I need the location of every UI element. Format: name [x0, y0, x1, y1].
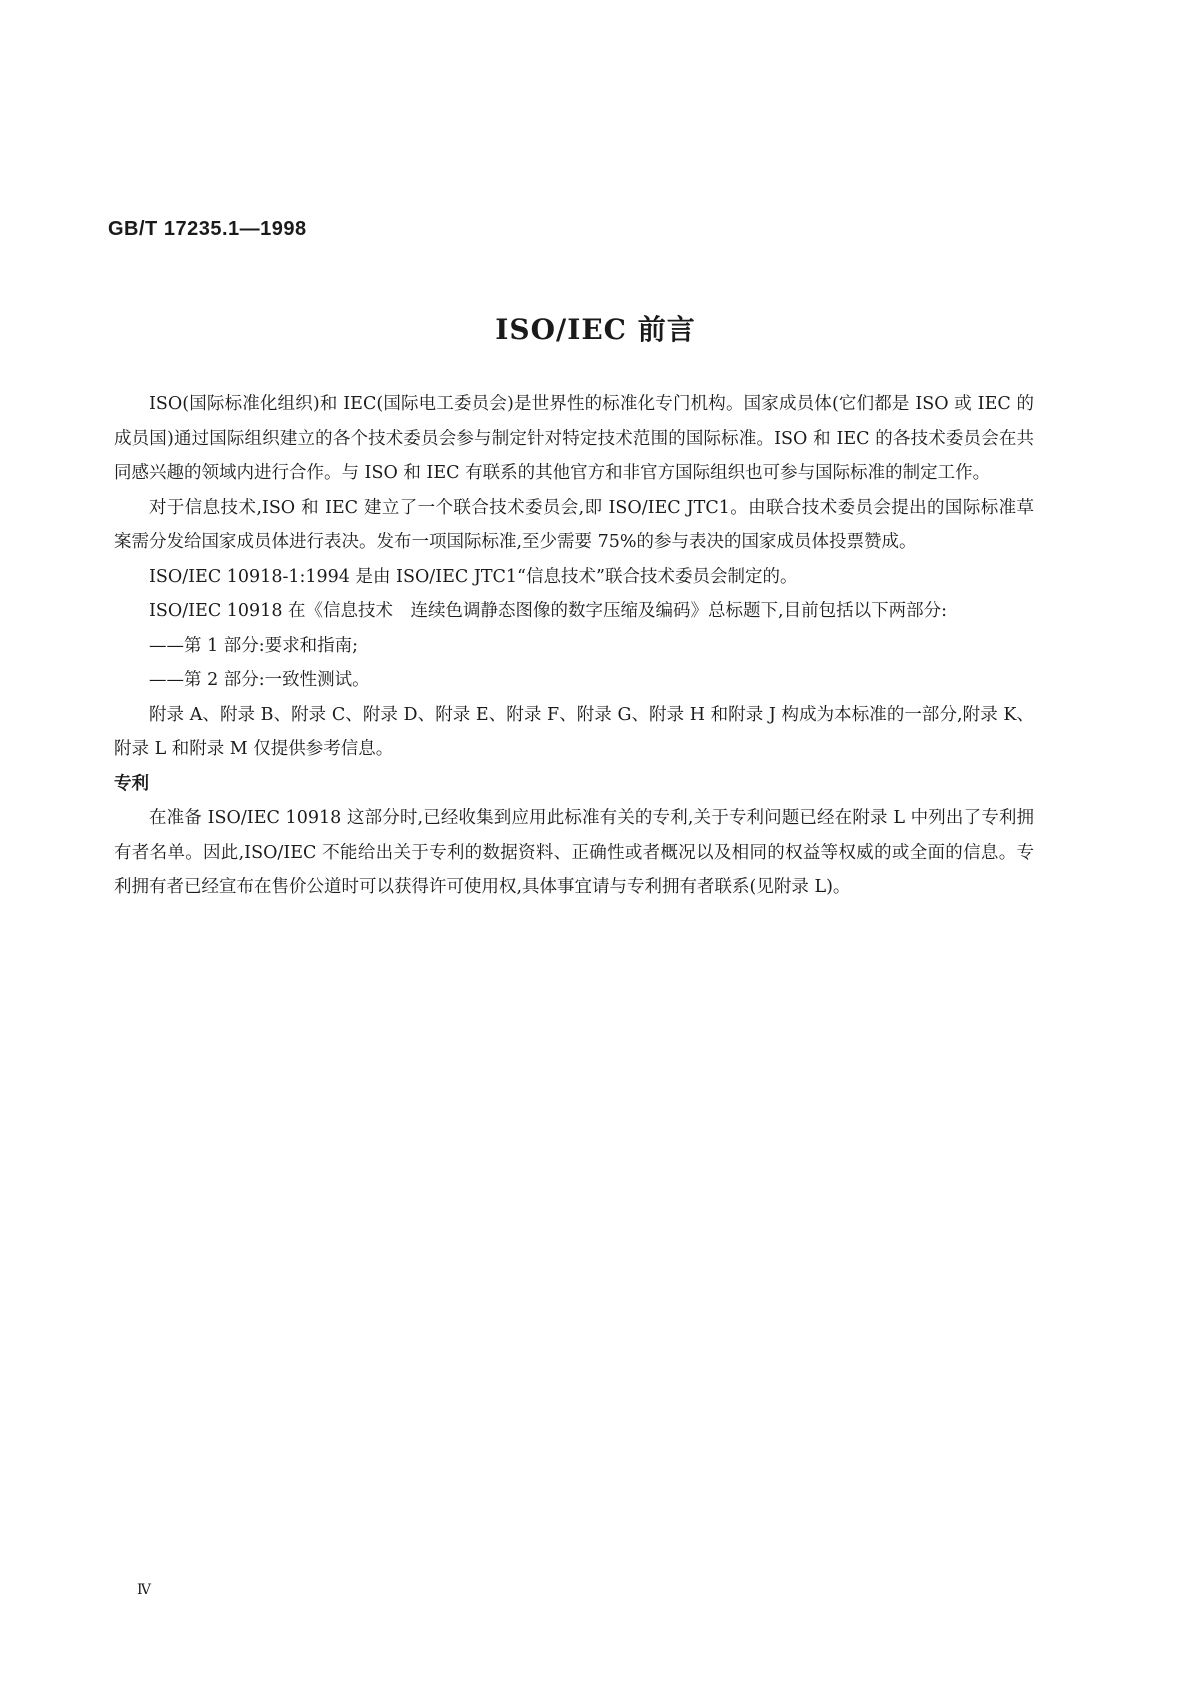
list-item-part-2: ——第 2 部分:一致性测试。 [149, 670, 370, 690]
page-title: ISO/IEC 前言 [495, 313, 696, 346]
standard-code: GB/T 17235.1—1998 [108, 218, 307, 240]
paragraph-parts: ISO/IEC 10918 在《信息技术 连续色调静态图像的数字压缩及编码》总标题下,目前包括以下两部分: [149, 601, 947, 621]
page-number: Ⅳ [137, 1582, 151, 1598]
list-item-part-1: ——第 1 部分:要求和指南; [149, 635, 359, 656]
paragraph-prepared-by: ISO/IEC 10918-1:1994 是由 ISO/IEC JTC1“信息技术”联合技术委员会制定的。 [149, 566, 798, 587]
paragraph-patent: 在准备 ISO/IEC 10918 这部分时,已经收集到应用此标准有关的专利,关于专利问题已经在附录 L 中列出了专利拥有者名单。因此,ISO/IEC 不能给出关于专利的数据资料、正确性或者概况以及相同的权益等权威的或全面的信息。专利拥有者已经宣布在售价公道时可以获得许可使用权,具体事宜请与专利拥有者联系(见附录 L)。 [114, 808, 1034, 897]
paragraph-intro: ISO(国际标准化组织)和 IEC(国际电工委员会)是世界性的标准化专门机构。国家成员体(它们都是 ISO 或 IEC 的成员国)通过国际组织建立的各个技术委员会参与制定针对特定技术范围的国际标准。ISO 和 IEC 的各技术委员会在共同感兴趣的领域内进行合作。与 ISO 和 IEC 有联系的其他官方和非官方国际组织也可参与国际标准的制定工作。 [114, 394, 1034, 483]
document-body [114, 387, 1034, 905]
paragraph-annexes: 附录 A、附录 B、附录 C、附录 D、附录 E、附录 F、附录 G、附录 H 和附录 J 构成为本标准的一部分,附录 K、附录 L 和附录 M 仅提供参考信息。 [114, 704, 1034, 759]
paragraph-jtc1: 对于信息技术,ISO 和 IEC 建立了一个联合技术委员会,即 ISO/IEC JTC1。由联合技术委员会提出的国际标准草案需分发给国家成员体进行表决。发布一项国际标准,至少需要 75%的参与表决的国家成员体投票赞成。 [114, 497, 1034, 552]
section-heading-patent: 专利 [114, 773, 149, 794]
